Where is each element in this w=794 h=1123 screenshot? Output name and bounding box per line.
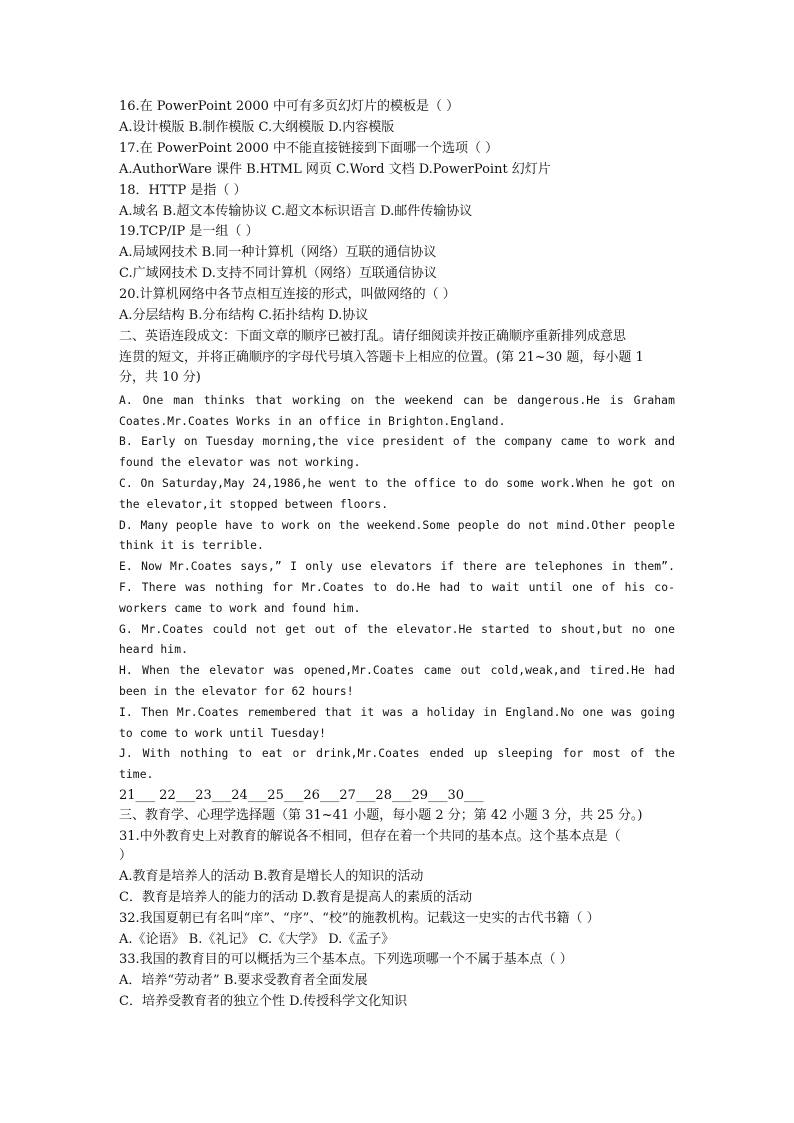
- passage-a-line-2: Coates.Mr.Coates Works in an office in Brighton.England.: [119, 415, 506, 428]
- passage-b-line-1: B. Early on Tuesday morning,the vice president of the company came to work and: [119, 435, 675, 448]
- passage-c-line-2: the elevator,it stopped between floors.: [119, 498, 389, 511]
- q19-options-line-1: A.局域网技术 B.同一种计算机（网络）互联的通信协议: [119, 245, 437, 260]
- passage-c-line-1: C. On Saturday,May 24,1986,he went to the office to do some work.When he got on: [119, 477, 675, 490]
- passage-f-line-2: workers came to work and found him.: [119, 602, 361, 615]
- q20-options: A.分层结构 B.分布结构 C.拓扑结构 D.协议: [119, 308, 369, 323]
- section3-heading: 三、教育学、心理学选择题（第 31~41 小题，每小题 2 分；第 42 小题 3 分，共 25 分。): [119, 808, 643, 823]
- passage-i-line-2: to come to work until Tuesday!: [119, 727, 327, 740]
- q33-options-line-1: A．培养“劳动者” B.要求受教育者全面发展: [119, 973, 368, 988]
- q31-options-line-2: C．教育是培养人的能力的活动 D.教育是提高人的素质的活动: [119, 890, 473, 905]
- q16-stem: 16.在 PowerPoint 2000 中可有多页幻灯片的模板是（ ）: [119, 99, 460, 114]
- q31-stem-line-1: 31.中外教育史上对教育的解说各不相同，但存在着一个共同的基本点。这个基本点是（: [119, 829, 621, 844]
- q19-options-line-2: C.广域网技术 D.支持不同计算机（网络）互联通信协议: [119, 266, 437, 281]
- answer-blanks: 21___ 22___23___24___25___26___27___28___29___30___: [119, 788, 484, 803]
- passage-h-line-2: been in the elevator for 62 hours!: [119, 685, 354, 698]
- q31-stem-line-2: ）: [119, 848, 133, 863]
- section2-heading-line-2: 连贯的短文，并将正确顺序的字母代号填入答题卡上相应的位置。(第 21~30 题，每小题 1: [119, 350, 644, 365]
- passage-g-line-2: heard him.: [119, 643, 189, 656]
- section2-heading-line-1: 二、英语连段成文：下面文章的顺序已被打乱。请仔细阅读并按正确顺序重新排列成意思: [119, 329, 627, 344]
- q32-stem: 32.我国夏朝已有名叫“庠”、“序”、“校”的施教机构。记载这一史实的古代书籍（ ）: [119, 911, 600, 926]
- q16-options: A.设计模版 B.制作模版 C.大纲模版 D.内容模版: [119, 120, 395, 135]
- q33-options-line-2: C．培养受教育者的独立个性 D.传授科学文化知识: [119, 994, 408, 1009]
- q18-stem: 18．HTTP 是指（ ）: [119, 183, 247, 198]
- q20-stem: 20.计算机网络中各节点相互连接的形式，叫做网络的（ ）: [119, 287, 456, 302]
- passage-i-line-1: I. Then Mr.Coates remembered that it was a holiday in England.No one was going: [119, 706, 675, 719]
- passage-a-line-1: A. One man thinks that working on the weekend can be dangerous.He is Graham: [119, 394, 675, 407]
- passage-b-line-2: found the elevator was not working.: [119, 456, 361, 469]
- q33-stem: 33.我国的教育目的可以概括为三个基本点。下列选项哪一个不属于基本点（ ）: [119, 952, 573, 967]
- passage-g-line-1: G. Mr.Coates could not get out of the elevator.He started to shout,but no one: [119, 623, 675, 636]
- passage-e-line-1: E. Now Mr.Coates says,” I only use elevators if there are telephones in them”.: [119, 560, 675, 573]
- q31-options-line-1: A.教育是培养人的活动 B.教育是增长人的知识的活动: [119, 869, 424, 884]
- passage-j-line-2: time.: [119, 768, 154, 781]
- q19-stem: 19.TCP/IP 是一组（ ）: [119, 224, 259, 239]
- passage-d-line-1: D. Many people have to work on the weekend.Some people do not mind.Other people: [119, 519, 675, 532]
- q17-options: A.AuthorWare 课件 B.HTML 网页 C.Word 文档 D.PowerPoint 幻灯片: [119, 162, 551, 177]
- passage-f-line-1: F. There was nothing for Mr.Coates to do.He had to wait until one of his co-: [119, 581, 675, 594]
- passage-j-line-1: J. With nothing to eat or drink,Mr.Coates ended up sleeping for most of the: [119, 747, 675, 760]
- passage-h-line-1: H. When the elevator was opened,Mr.Coates came out cold,weak,and tired.He had: [119, 664, 675, 677]
- q17-stem: 17.在 PowerPoint 2000 中不能直接链接到下面哪一个选项（ ）: [119, 141, 499, 156]
- q32-options: A.《论语》 B.《礼记》 C.《大学》 D.《孟子》: [119, 932, 395, 947]
- section2-heading-line-3: 分，共 10 分): [119, 370, 201, 385]
- passage-d-line-2: think it is terrible.: [119, 539, 264, 552]
- q18-options: A.域名 B.超文本传输协议 C.超文本标识语言 D.邮件传输协议: [119, 204, 473, 219]
